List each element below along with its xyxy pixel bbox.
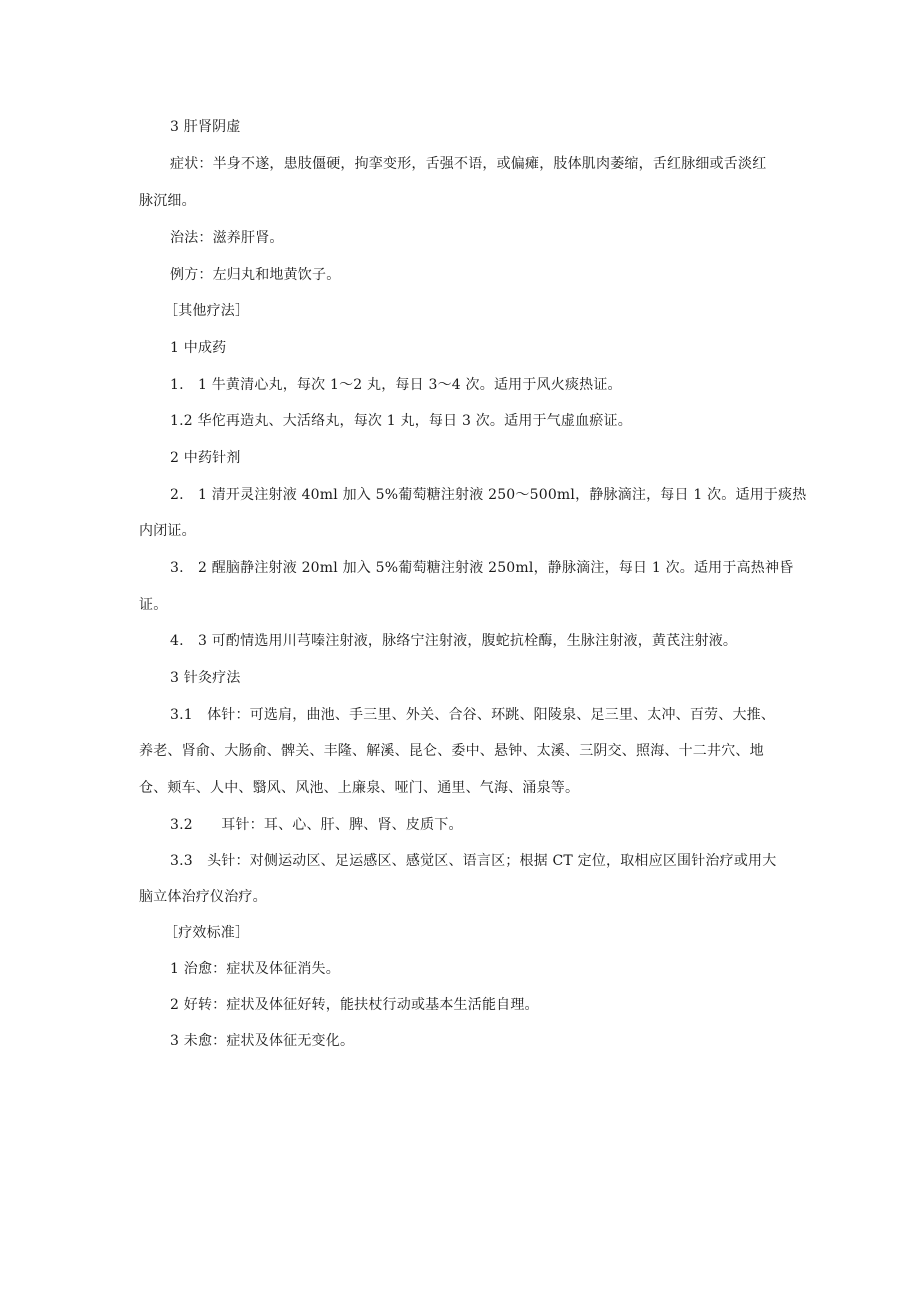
paragraph-line: 脉沉细。 [139,193,196,209]
paragraph-line: 养老、肾俞、大肠俞、髀关、丰隆、解溪、昆仑、委中、悬钟、太溪、三阴交、照海、十二井穴、地 [139,743,764,759]
paragraph-line: 3. 2 醒脑静注射液 20ml 加入 5%葡萄糖注射液 250ml，静脉滴注，每日 1 次。适用于高热神昏 [170,560,794,576]
paragraph-line: 脑立体治疗仪治疗。 [139,889,267,905]
paragraph-line: 1 治愈：症状及体征消失。 [170,961,340,977]
paragraph-line: 4. 3 可酌情选用川芎嗪注射液，脉络宁注射液，腹蛇抗栓酶，生脉注射液，黄芪注射液。 [170,633,738,649]
paragraph-line: 症状：半身不遂，患肢僵硬，拘挛变形，舌强不语，或偏瘫，肢体肌肉萎缩，舌红脉细或舌淡红 [170,156,767,172]
paragraph-line: 2. 1 清开灵注射液 40ml 加入 5%葡萄糖注射液 250～500ml，静脉滴注，每日 1 次。适用于痰热 [170,487,807,503]
paragraph-line: 证。 [139,597,168,613]
paragraph-line: 内闭证。 [139,523,196,539]
paragraph-line: 1.2 华佗再造丸、大活络丸，每次 1 丸，每日 3 次。适用于气虚血瘀证。 [170,413,632,429]
section-heading: 2 中药针剂 [170,450,241,466]
paragraph-line: 3.1 体针：可选肩，曲池、手三里、外关、合谷、环跳、阳陵泉、足三里、太冲、百劳、大推、 [170,707,776,723]
paragraph-line: 例方：左归丸和地黄饮子。 [170,267,341,283]
section-heading: 3 肝肾阴虚 [170,119,241,135]
section-heading: 3 针灸疗法 [170,670,241,686]
section-heading: ［其他疗法］ [164,303,250,319]
section-heading: 1 中成药 [170,340,227,356]
paragraph-line: 3.3 头针：对侧运动区、足运感区、感觉区、语言区；根据 CT 定位，取相应区围针治疗或用大 [170,853,777,869]
paragraph-line: 2 好转：症状及体征好转，能扶杖行动或基本生活能自理。 [170,997,539,1013]
paragraph-line: 仓、颊车、人中、翳风、风池、上廉泉、哑门、通里、气海、涌泉等。 [139,780,580,796]
paragraph-line: 1. 1 牛黄清心丸，每次 1～2 丸，每日 3～4 次。适用于风火痰热证。 [170,377,622,393]
paragraph-line: 3 未愈：症状及体征无变化。 [170,1033,355,1049]
section-heading: ［疗效标准］ [164,925,250,941]
paragraph-line: 3.2 耳针：耳、心、肝、脾、肾、皮质下。 [170,817,463,833]
paragraph-line: 治法：滋养肝肾。 [170,230,284,246]
